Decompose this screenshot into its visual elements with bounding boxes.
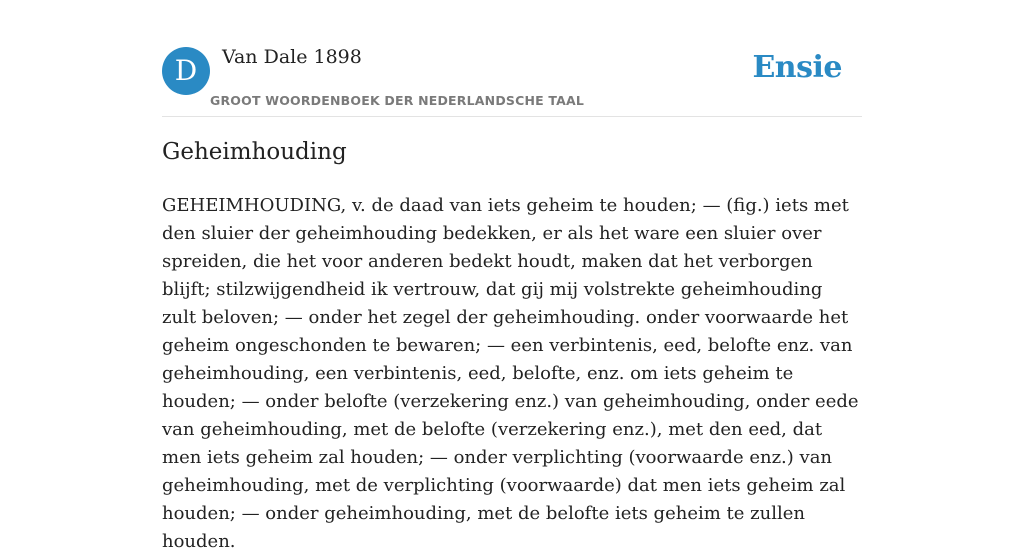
- entry-title: Geheimhouding: [162, 139, 347, 165]
- dictionary-header: [162, 46, 862, 117]
- dictionary-avatar[interactable]: D: [162, 47, 210, 95]
- entry-definition: GEHEIMHOUDING, v. de daad van iets geheim te houden; — (fig.) iets met den sluier der geheimhouding bedekken, er als het ware een sluier over spreiden, die het voor anderen bedekt houdt, maken dat het verborgen blijft; stilzwijgendheid ik vertrouw, dat gij mij volstrekte geheimhouding zult beloven; — onder het zegel der geheimhouding. onder voorwaarde het geheim ongeschonden te bewaren; — een verbintenis, eed, belofte enz. van geheimhouding, een verbintenis, eed, belofte, enz. om iets geheim te houden; — onder belofte (verzekering enz.) van geheimhouding, onder eede van geheimhouding, met de belofte (verzekering enz.), met den eed, dat men iets geheim zal houden; — onder verplichting (voorwaarde enz.) van geheimhouding, met de verplichting (voorwaarde) dat men iets geheim zal houden; — onder geheimhouding, met de belofte iets geheim te zullen houden.: [162, 195, 859, 552]
- ensie-logo[interactable]: Ensie: [752, 50, 842, 85]
- dictionary-title-link[interactable]: Van Dale 1898: [222, 46, 362, 68]
- dictionary-subtitle: GROOT WOORDENBOEK DER NEDERLANDSCHE TAAL: [210, 93, 585, 108]
